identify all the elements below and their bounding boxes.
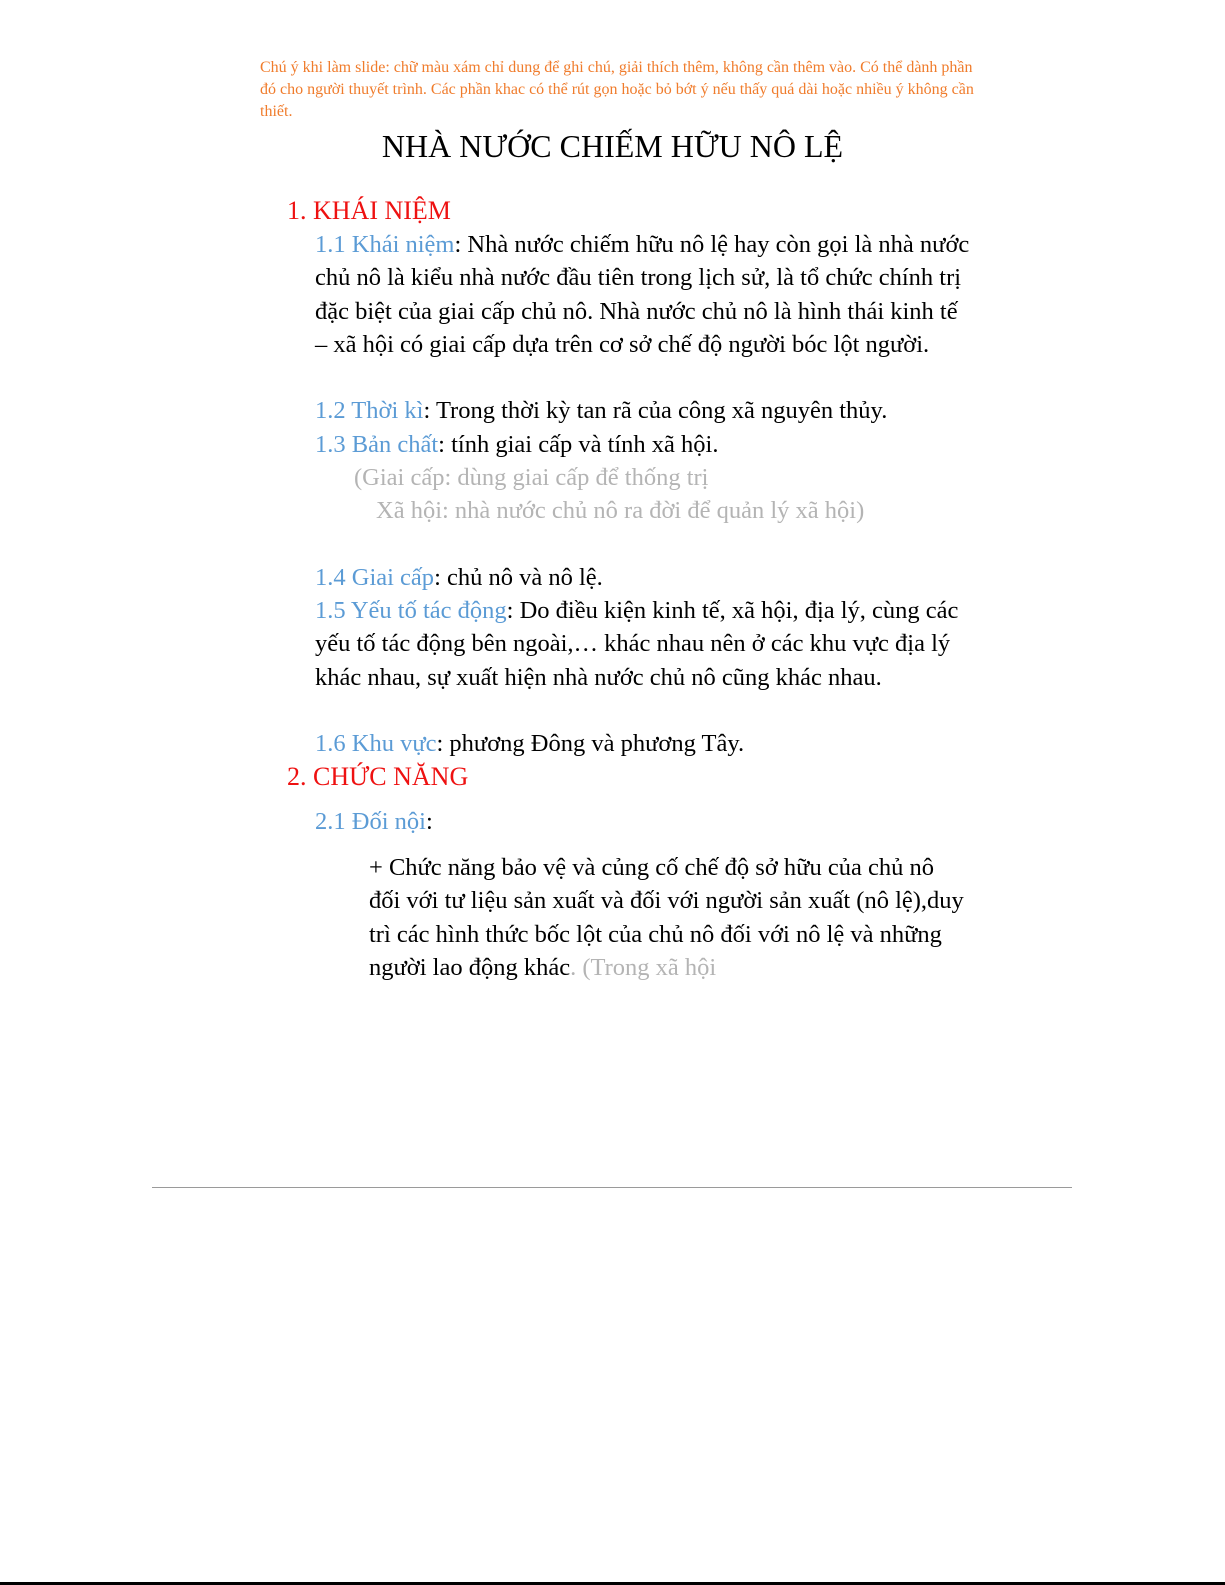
- item-1-3-note-2: Xã hội: nhà nước chủ nô ra đời để quản lý xã hội): [376, 497, 865, 524]
- bullet-2-1-1-gray-text: . (Trong xã hội: [570, 954, 717, 982]
- item-1-2-label: 1.2 Thời kì: [315, 397, 424, 424]
- item-1-3-note-1: (Giai cấp: dùng giai cấp để thống trị: [354, 464, 709, 491]
- item-1-4-text: : chủ nô và nô lệ.: [434, 564, 603, 591]
- item-1-5: [315, 594, 975, 694]
- page-divider: [152, 1187, 1072, 1188]
- item-1-2-text: : Trong thời kỳ tan rã của công xã nguyên thủy.: [423, 397, 888, 424]
- item-1-5-text: : Do điều kiện kinh tế, xã hội, địa lý, cùng các yếu tố tác động bên ngoài,… khác nhau nên ở các khu vực địa lý khác nhau, sự xuất hiện nhà nước chủ nô cũng khác nhau.: [315, 597, 959, 691]
- item-1-3-label: 1.3 Bản chất: [315, 431, 439, 458]
- item-1-1-label: 1.1 Khái niệm: [315, 231, 455, 258]
- item-1-6-label: 1.6 Khu vực: [315, 730, 437, 757]
- bullet-2-1-1: [369, 851, 969, 985]
- bullet-2-1-1-text: + Chức năng bảo vệ và củng cố chế độ sở hữu của chủ nô đối với tư liệu sản xuất và đối với người sản xuất (nô lệ),duy trì các hình thức bốc lột của chủ nô đối với nô lệ và những người lao động khác: [369, 854, 964, 982]
- item-1-1: [315, 228, 975, 362]
- item-1-4: [315, 561, 975, 594]
- item-1-4-label: 1.4 Giai cấp: [315, 564, 435, 591]
- item-1-1-text: : Nhà nước chiếm hữu nô lệ hay còn gọi là nhà nước chủ nô là kiểu nhà nước đầu tiên trong lịch sử, là tổ chức chính trị đặc biệt của giai cấp chủ nô. Nhà nước chủ nô là hình thái kinh tế – xã hội có giai cấp dựa trên cơ sở chế độ người bóc lột người.: [315, 231, 970, 359]
- section-2-heading: 2. CHỨC NĂNG: [287, 762, 469, 791]
- item-2-1: [315, 805, 975, 838]
- item-1-2: [315, 394, 975, 427]
- page-title: NHÀ NƯỚC CHIẾM HỮU NÔ LỆ: [381, 128, 844, 164]
- item-1-3-text: : tính giai cấp và tính xã hội.: [438, 431, 719, 458]
- item-2-1-text: :: [425, 808, 433, 835]
- item-1-6-text: : phương Đông và phương Tây.: [436, 730, 745, 757]
- presenter-note: Chú ý khi làm slide: chữ màu xám chỉ dung để ghi chú, giải thích thêm, không cần thêm vào. Có thể dành phần đó cho người thuyết trình. Các phần khac có thể rút gọn hoặc bỏ bớt ý nếu thấy quá dài hoặc nhiều ý không cần thiết.: [260, 59, 974, 120]
- item-1-6: [315, 727, 975, 760]
- section-1-heading: 1. KHÁI NIỆM: [287, 196, 451, 225]
- item-2-1-label: 2.1 Đối nội: [315, 808, 426, 835]
- item-1-3: [315, 428, 975, 461]
- item-1-5-label: 1.5 Yếu tố tác động: [315, 597, 507, 624]
